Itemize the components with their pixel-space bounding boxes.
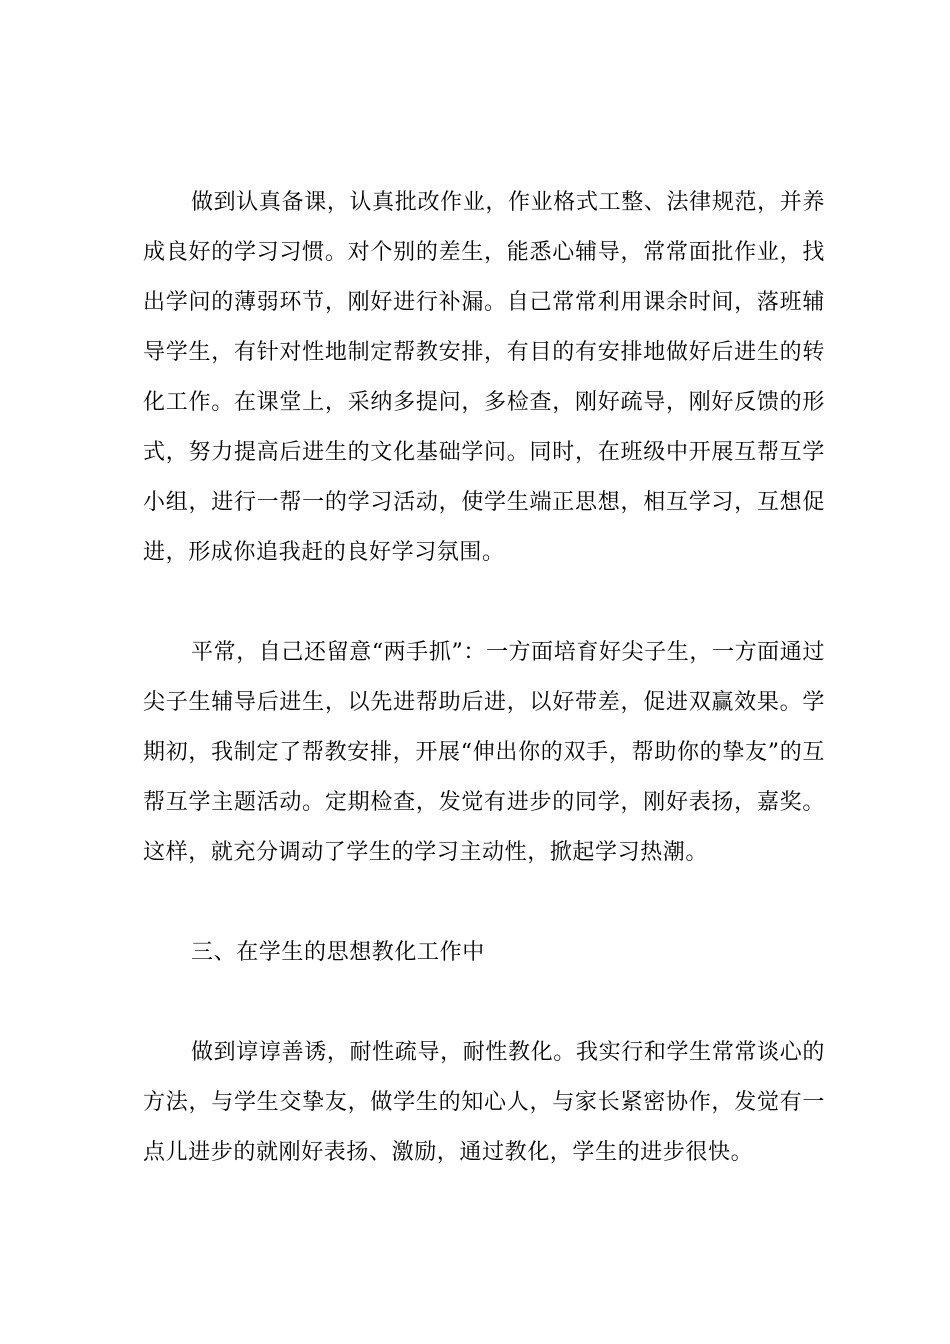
section-heading-ideological-education: 三、在学生的思想教化工作中 [191, 940, 485, 965]
paragraph-patient-guidance: 做到谆谆善诱，耐性疏导，耐性教化。我实行和学生常常谈心的方法，与学生交挚友，做学生的知心人，与家长紧密协作，发觉有一点儿进步的就刚好表扬、激励，通过教化，学生的进步很快。 [143, 1040, 825, 1165]
paragraph-two-hands: 平常，自己还留意“两手抓”：一方面培育好尖子生，一方面通过尖子生辅导后进生，以先进帮助后进，以好带差，促进双赢效果。学期初，我制定了帮教安排，开展“伸出你的双手，帮助你的挚友”的互帮互学主题活动。定期检查，发觉有进步的同学，刚好表扬，嘉奖。这样，就充分调动了学生的学习主动性，掀起学习热潮。 [143, 640, 825, 865]
document-body [143, 178, 825, 1178]
paragraph-homework-tutoring: 做到认真备课，认真批改作业，作业格式工整、法律规范，并养成良好的学习习惯。对个别的差生，能悉心辅导，常常面批作业，找出学问的薄弱环节，刚好进行补漏。自己常常利用课余时间，落班辅导学生，有针对性地制定帮教安排，有目的有安排地做好后进生的转化工作。在课堂上，采纳多提问，多检查，刚好疏导，刚好反馈的形式，努力提高后进生的文化基础学问。同时，在班级中开展互帮互学小组，进行一帮一的学习活动，使学生端正思想，相互学习，互想促进，形成你追我赶的良好学习氛围。 [143, 190, 825, 565]
